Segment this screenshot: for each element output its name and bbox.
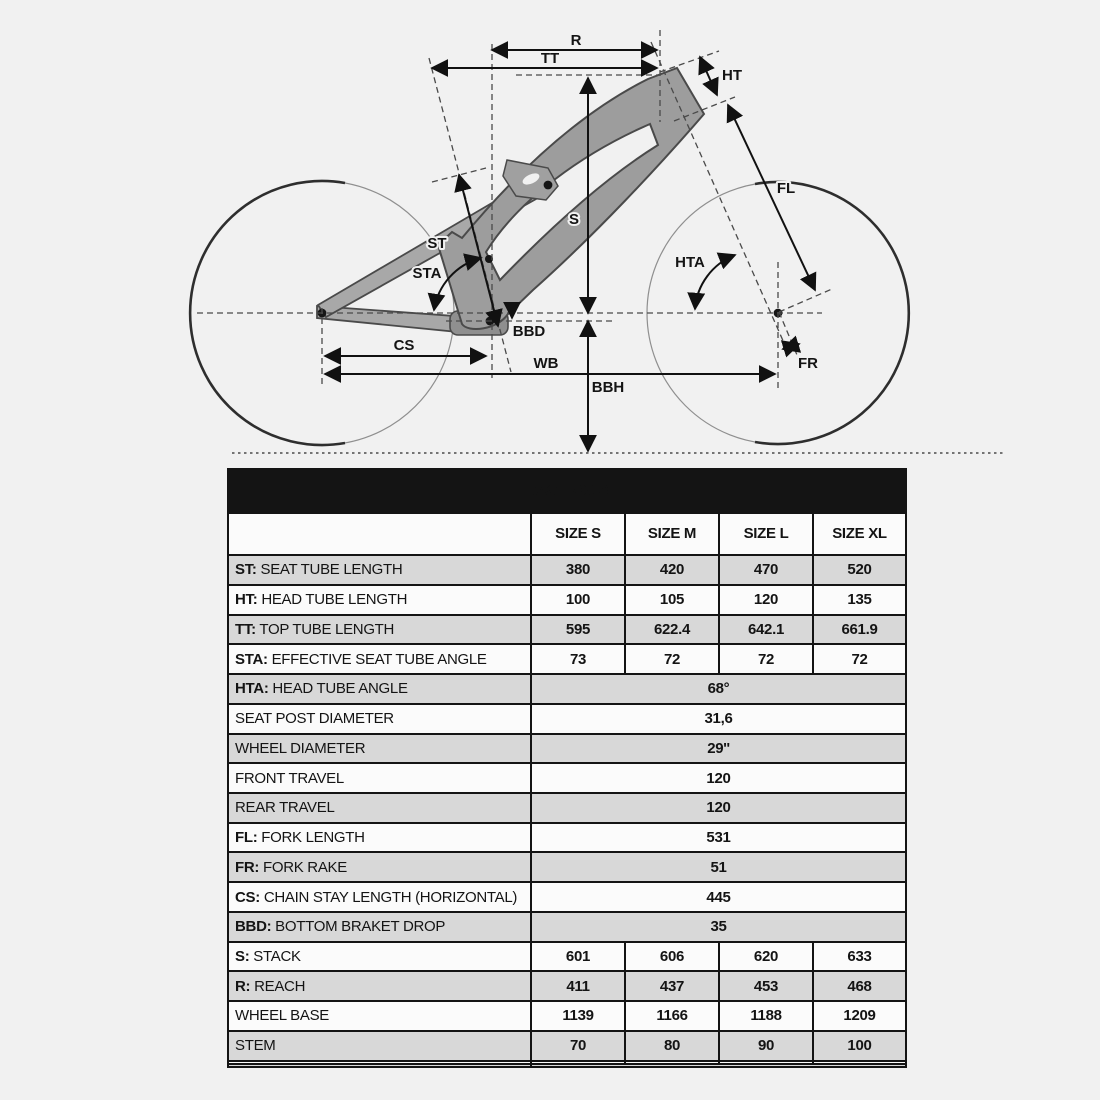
row-label-prefix: HTA: (235, 680, 269, 698)
row-label-text: CHAIN STAY LENGTH (HORIZONTAL) (263, 888, 518, 906)
dim-stack (569, 78, 588, 313)
cell-value-merged: 51 (531, 852, 906, 882)
spec-table (227, 468, 907, 1068)
cell-value: 80 (625, 1031, 719, 1061)
dim-top-tube (432, 50, 657, 68)
row-label-text: SEAT TUBE LENGTH (260, 561, 403, 579)
row-label-prefix: BBD: (235, 918, 272, 936)
dim-fork-length (728, 105, 815, 290)
cell-value: 468 (813, 971, 906, 1001)
headtube-top-tick (660, 51, 719, 72)
cell-value: 70 (531, 1031, 625, 1061)
row-label (228, 971, 531, 1001)
table-row (228, 763, 906, 793)
row-label-prefix: S: (235, 948, 250, 965)
dim-fork-rake (783, 344, 818, 372)
dim-head-tube (700, 57, 742, 95)
row-label (228, 615, 531, 645)
spec-table-wrap (227, 468, 907, 1068)
row-label-prefix: CS: (235, 888, 260, 906)
cell-value: 72 (719, 644, 813, 674)
row-label-text: FORK LENGTH (261, 829, 365, 847)
row-label (228, 585, 531, 615)
cell-value: 606 (625, 942, 719, 972)
table-row (228, 1031, 906, 1061)
cell-value: 1166 (625, 1001, 719, 1031)
cell-value: 90 (719, 1031, 813, 1061)
table-title: RACE 700 S (228, 469, 906, 513)
table-row (228, 1001, 906, 1031)
label-head-tube: HT (722, 67, 742, 84)
row-label (228, 734, 531, 764)
cell-value-merged: 68° (531, 674, 906, 704)
corner-cell (228, 513, 531, 555)
label-wheel-base: WB (533, 355, 559, 372)
row-label-text: HEAD TUBE LENGTH (261, 591, 408, 609)
cell-value: 120 (719, 585, 813, 615)
dim-head-tube-angle (675, 254, 735, 309)
axle-offset-line (779, 312, 797, 355)
label-chain-stay: CS (393, 337, 415, 354)
table-row (228, 882, 906, 912)
table-row (228, 971, 906, 1001)
row-label (228, 793, 531, 823)
row-label (228, 1001, 531, 1031)
table-row (228, 823, 906, 853)
table-row (228, 555, 906, 585)
cell-value-merged: 29'' (531, 734, 906, 764)
row-label-text: FRONT TRAVEL (235, 769, 344, 787)
dim-reach (492, 32, 657, 50)
cell-value-merged: 31,6 (531, 704, 906, 734)
size-header-l: SIZE L (719, 513, 813, 555)
row-label-text: HEAD TUBE ANGLE (272, 680, 408, 698)
row-label (228, 1031, 531, 1061)
cell-value: 595 (531, 615, 625, 645)
row-label-text: FORK RAKE (262, 858, 347, 876)
cell-value: 72 (813, 644, 906, 674)
cell-value-merged: 120 (531, 793, 906, 823)
table-row (228, 942, 906, 972)
row-label-text: WHEEL DIAMETER (235, 739, 366, 757)
table-row (228, 615, 906, 645)
row-label (228, 942, 531, 972)
table-row (228, 644, 906, 674)
dim-bottom-bracket-height (588, 321, 624, 451)
table-row (228, 704, 906, 734)
cell-value: 72 (625, 644, 719, 674)
row-label-text: STEM (235, 1037, 276, 1055)
row-label (228, 882, 531, 912)
label-bottom-bracket-drop: BBD (512, 323, 546, 340)
label-head-tube-angle: HTA (675, 254, 705, 271)
row-label-prefix: R: (235, 977, 251, 995)
cell-value: 135 (813, 585, 906, 615)
cell-value: 470 (719, 555, 813, 585)
rocker-pivot-dot (544, 181, 553, 190)
cell-value: 642.1 (719, 615, 813, 645)
geometry-diagram (0, 0, 1100, 462)
cell-value-merged: 120 (531, 763, 906, 793)
cell-value: 420 (625, 555, 719, 585)
row-label-prefix: FL: (235, 829, 258, 847)
label-stack: S (568, 211, 580, 228)
cell-value: 620 (719, 942, 813, 972)
cell-value-merged: 531 (531, 823, 906, 853)
row-label (228, 644, 531, 674)
spec-body (228, 555, 906, 1067)
label-bottom-bracket-height: BBH (591, 379, 625, 396)
row-label-prefix: HT: (235, 591, 258, 609)
row-label (228, 1064, 531, 1067)
row-label-prefix: ST: (235, 561, 257, 579)
row-label (228, 852, 531, 882)
table-row (228, 734, 906, 764)
table-row (228, 1064, 906, 1067)
cell-value: 1139 (531, 1001, 625, 1031)
row-label-prefix: TT: (235, 620, 256, 638)
cell-value: 520 (813, 555, 906, 585)
cell-value-merged: 445 (531, 882, 906, 912)
row-label-text: EFFECTIVE SEAT TUBE ANGLE (271, 650, 487, 668)
size-header-row (228, 513, 906, 555)
row-label-text: REAR TRAVEL (235, 799, 335, 817)
row-label (228, 674, 531, 704)
label-seat-tube-angle: STA (412, 265, 442, 282)
label-top-tube: TT (540, 50, 560, 67)
steering-axis (651, 42, 788, 352)
label-reach: R (570, 32, 582, 49)
table-row (228, 912, 906, 942)
row-label (228, 555, 531, 585)
spec-head (228, 469, 906, 555)
size-header-xl: SIZE XL (813, 513, 906, 555)
table-row (228, 674, 906, 704)
dim-wheel-base (325, 355, 775, 374)
cell-value: 437 (625, 971, 719, 1001)
cell-value: 453 (719, 971, 813, 1001)
row-label-text: REACH (254, 977, 306, 995)
row-label (228, 912, 531, 942)
cell-value: 1209 (813, 1001, 906, 1031)
cell-value: 1188 (719, 1001, 813, 1031)
title-row (228, 469, 906, 513)
row-label-text: TOP TUBE LENGTH (259, 620, 395, 638)
size-header-s: SIZE S (531, 513, 625, 555)
row-label-prefix: FR: (235, 858, 260, 876)
row-label (228, 823, 531, 853)
size-header-m: SIZE M (625, 513, 719, 555)
cell-value: 601 (531, 942, 625, 972)
row-label (228, 763, 531, 793)
dim-chain-stay (325, 337, 486, 356)
cell-value-merged (531, 1064, 906, 1067)
table-row (228, 852, 906, 882)
row-label-text: BOTTOM BRAKET DROP (275, 918, 446, 936)
row-label-text: WHEEL BASE (235, 1007, 329, 1025)
row-label-text: STACK (253, 948, 301, 965)
cell-value: 100 (531, 585, 625, 615)
front-triangle (438, 68, 704, 329)
table-row (228, 793, 906, 823)
cell-value: 661.9 (813, 615, 906, 645)
cell-value: 380 (531, 555, 625, 585)
label-fork-rake: FR (798, 355, 818, 372)
cell-value: 633 (813, 942, 906, 972)
cell-value-merged: 35 (531, 912, 906, 942)
cell-value: 105 (625, 585, 719, 615)
row-label-prefix: STA: (235, 650, 268, 668)
frame (317, 68, 782, 335)
table-row (228, 585, 906, 615)
label-seat-tube: ST (427, 235, 447, 252)
cell-value: 411 (531, 971, 625, 1001)
row-label-text: SEAT POST DIAMETER (235, 710, 394, 728)
row-label (228, 704, 531, 734)
cell-value: 622.4 (625, 615, 719, 645)
axle-perp-tick (779, 289, 832, 312)
cell-value: 73 (531, 644, 625, 674)
cell-value: 100 (813, 1031, 906, 1061)
label-fork-length: FL (776, 180, 796, 197)
